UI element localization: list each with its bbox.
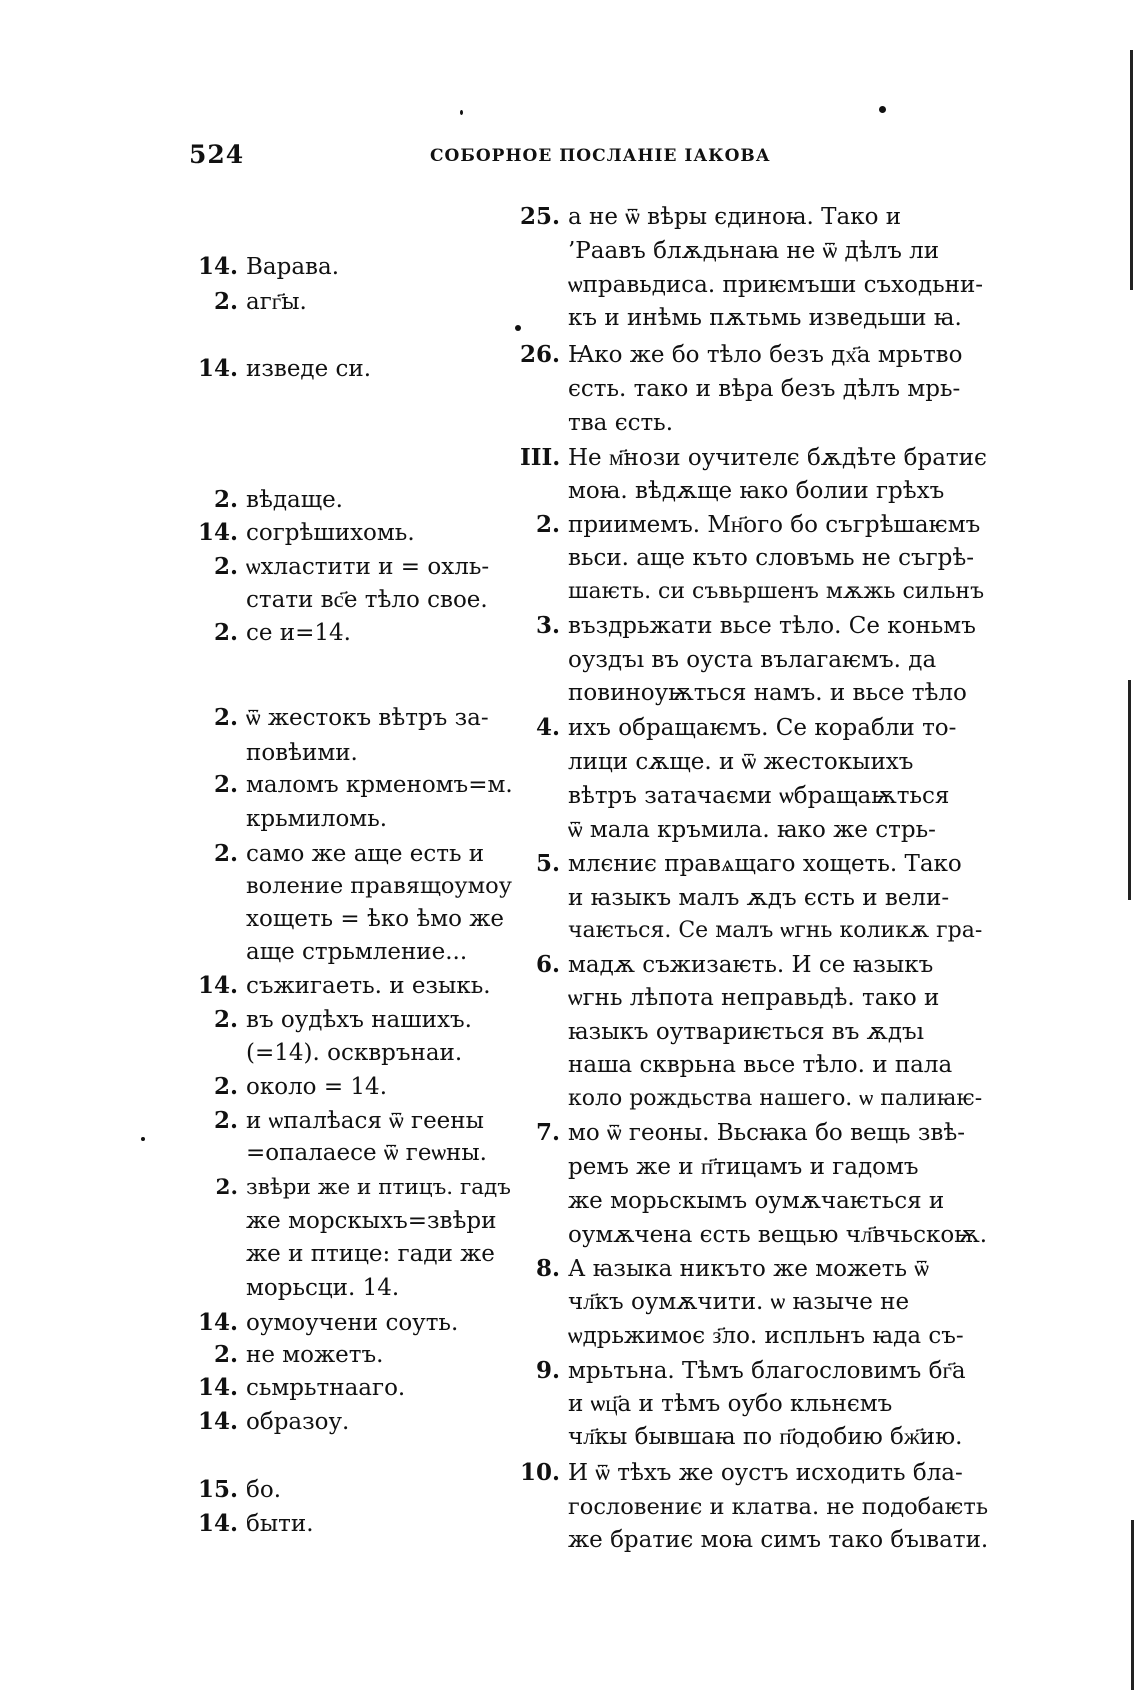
verse-text: чл҃кы бывшаꙗ по п҃одобию бж҃ию. <box>568 1424 963 1450</box>
reading-text: и ѡпалѣася ѿ геены <box>246 1108 484 1134</box>
text-line <box>520 881 990 915</box>
text-line <box>520 234 990 268</box>
variant-reading-line <box>190 1036 462 1070</box>
reading-text: крьмиломь. <box>246 806 388 832</box>
text-line <box>520 474 990 508</box>
verse-text: коло рождьства нашего. ѡ палиꙗѥ- <box>568 1086 983 1111</box>
text-line <box>520 338 990 372</box>
reading-number: 2. <box>213 1073 238 1100</box>
reading-number: 2. <box>213 840 238 867</box>
text-line <box>520 745 990 779</box>
reading-text: маломъ крменомъ=м. <box>246 772 513 798</box>
reading-number: 2. <box>213 486 238 513</box>
variant-reading-line <box>190 869 512 903</box>
print-speck <box>879 106 886 113</box>
reading-text: агг҃ы. <box>246 289 307 315</box>
variant-reading-line <box>190 1136 487 1170</box>
text-line <box>520 406 990 440</box>
verse-text: чаѥться. Се малъ ѡгнь коликѫ гра- <box>568 918 983 943</box>
reading-number: 2. <box>213 288 238 315</box>
verse-text: къ и инѣмь пѫтьмь изведьши ꙗ. <box>568 305 962 331</box>
verse-text: приимемъ. Мн҃ого бо съгрѣшаѥмъ <box>568 512 981 538</box>
variant-reading-line <box>190 1271 399 1305</box>
reading-number: 14. <box>197 519 238 546</box>
verse-text: ремъ же и п҃тицамъ и гадомъ <box>568 1154 919 1180</box>
verse-text: мрьтьна. Тѣмъ благословимъ бг҃а <box>568 1358 966 1384</box>
text-line <box>520 372 990 406</box>
verse-text: ѡправьдиса. приѥмъши съходьни- <box>568 272 984 298</box>
variant-reading-line <box>190 583 488 617</box>
reading-text: изведе си. <box>246 356 372 382</box>
verse-text: млєниє правѧщаго хощеть. Тако <box>568 851 962 877</box>
verse-number: 9. <box>535 1357 560 1384</box>
reading-number: 2. <box>213 704 238 731</box>
reading-text: се и=14. <box>246 620 351 646</box>
text-line <box>520 847 990 881</box>
verse-text: и ѡц҃а и тѣмъ оубо кльнємъ <box>568 1391 893 1417</box>
reading-text: стати вс҃е тѣло свое. <box>246 587 488 613</box>
verse-text: тва єсть. <box>568 410 674 436</box>
reading-text: ѡхластити и = охль- <box>246 554 490 580</box>
page-header <box>0 140 1140 174</box>
text-line <box>520 1319 990 1353</box>
text-line <box>520 268 990 302</box>
variant-reading-line <box>190 969 491 1003</box>
verse-number: 10. <box>520 1459 561 1486</box>
reading-text: аще стрьмление... <box>246 939 468 965</box>
reading-text: около = 14. <box>246 1074 387 1100</box>
reading-text: вѣдаще. <box>246 487 343 513</box>
variant-reading-line <box>190 837 484 871</box>
verse-text: ꙗзыкъ оутвариѥться въ ѫдъı <box>568 1019 924 1045</box>
reading-text: быти. <box>246 1511 314 1537</box>
page-number: 524 <box>189 140 245 169</box>
reading-number: 2. <box>213 771 238 798</box>
verse-text: А ꙗзыка никъто же можеть ѿ <box>568 1256 929 1282</box>
text-line <box>520 609 990 643</box>
text-line <box>520 1456 990 1490</box>
text-line <box>520 1082 990 1116</box>
text-line <box>520 1015 990 1049</box>
variant-reading-line <box>190 250 339 284</box>
text-line <box>520 1523 990 1557</box>
reading-text: ѿ жестокъ вѣтръ за- <box>246 705 489 731</box>
reading-text: же и птице: гади же <box>246 1241 495 1267</box>
text-line <box>520 676 990 710</box>
verse-text: въздрьжати вьсе тѣло. Се коньмъ <box>568 613 976 639</box>
reading-text: само же аще есть и <box>246 841 485 867</box>
reading-text: воление правящоумоу <box>246 873 512 899</box>
verse-number: 2. <box>535 511 560 538</box>
reading-text: не можетъ. <box>246 1342 384 1368</box>
verse-number: 7. <box>535 1119 560 1146</box>
reading-text: повѣими. <box>246 740 358 766</box>
verse-number: 4. <box>535 714 560 741</box>
verse-number: 25. <box>520 203 561 230</box>
variant-reading-line <box>190 1204 496 1238</box>
text-line <box>520 1252 990 1286</box>
text-line <box>520 1387 990 1421</box>
variant-reading-line <box>190 1171 511 1205</box>
verse-text: повиноуѭться намъ. и вьсе тѣло <box>568 680 967 706</box>
verse-text: вѣтръ затачаєми ѡбращаѭться <box>568 783 950 809</box>
running-title: СОБОРНОЕ ПОСЛАНІЕ ІАКОВА <box>430 146 771 166</box>
verse-text: ѡгнь лѣпота неправьдѣ. тако и <box>568 985 940 1011</box>
verse-text: же братиє моꙗ симъ тако бъıвати. <box>568 1527 989 1553</box>
verse-number: 8. <box>535 1255 560 1282</box>
variant-reading-line <box>190 616 351 650</box>
reading-number: 2. <box>213 553 238 580</box>
text-line <box>520 301 990 335</box>
scan-edge <box>1128 680 1131 900</box>
variant-reading-line <box>190 352 371 386</box>
reading-number: 14. <box>197 355 238 382</box>
reading-number: 2. <box>213 1006 238 1033</box>
reading-number: 14. <box>197 1309 238 1336</box>
reading-text: морьсци. 14. <box>246 1275 400 1301</box>
verse-text: єсть. тако и вѣра безъ дѣлъ мрь- <box>568 376 961 402</box>
verse-number: 26. <box>520 341 561 368</box>
reading-number: 14. <box>197 1408 238 1435</box>
text-line <box>520 1354 990 1388</box>
variant-reading-line <box>190 1003 472 1037</box>
text-line <box>520 914 990 948</box>
verse-text: лици сѫще. и ѿ жестокыихъ <box>568 749 914 775</box>
reading-text: =опалаесе ѿ геѡны. <box>246 1140 487 1166</box>
reading-number: 14. <box>197 1374 238 1401</box>
text-line <box>520 541 990 575</box>
verse-number: 6. <box>535 951 560 978</box>
text-line <box>520 779 990 813</box>
verse-text: же морьскымъ оумѫчаѥться и <box>568 1188 945 1214</box>
variant-reading-line <box>190 285 307 319</box>
verse-text: наша скврьна вьсе тѣло. и пала <box>568 1052 953 1078</box>
reading-number: 14. <box>197 972 238 999</box>
verse-text: ’Раавъ блѫдьнаꙗ не ѿ дѣлъ ли <box>568 238 940 264</box>
text-line <box>520 1048 990 1082</box>
variant-reading-line <box>190 736 358 770</box>
text-line <box>520 441 990 475</box>
text-line <box>520 1285 990 1319</box>
variant-reading-line <box>190 1306 458 1340</box>
reading-number: 14. <box>197 253 238 280</box>
reading-text: бо. <box>246 1477 282 1503</box>
variant-reading-line <box>190 768 513 802</box>
reading-text: въ оудѣхъ нашихъ. <box>246 1007 472 1033</box>
variant-reading-line <box>190 483 343 517</box>
verse-text: чл҃къ оумѫчити. ѡ ꙗзыче не <box>568 1289 910 1315</box>
variant-reading-line <box>190 935 467 969</box>
variant-reading-line <box>190 802 387 836</box>
verse-text: мо ѿ геоны. Вьсꙗка бо вещь звѣ- <box>568 1120 965 1146</box>
text-line <box>520 1184 990 1218</box>
verse-text: мадѫ съжизаѥть. И се ꙗзыкъ <box>568 952 934 978</box>
variant-reading-line <box>190 1473 281 1507</box>
text-line <box>520 200 990 234</box>
print-speck <box>460 110 463 115</box>
text-line <box>520 1490 990 1524</box>
reading-number: 2. <box>213 1107 238 1134</box>
reading-text: Варава. <box>246 254 340 280</box>
reading-text: согрѣшихомь. <box>246 520 415 546</box>
variant-reading-line <box>190 550 489 584</box>
verse-text: гословениє и клатва. не подобаѥть <box>568 1494 989 1520</box>
variant-reading-line <box>190 1371 405 1405</box>
verse-number: 5. <box>535 850 560 877</box>
reading-number: 2. <box>213 619 238 646</box>
variant-reading-line <box>190 1507 314 1541</box>
text-line <box>520 508 990 542</box>
scan-edge <box>1131 1520 1134 1690</box>
text-line <box>520 981 990 1015</box>
verse-text: оумѫчена єсть вещью чл҃вчьскоѭ. <box>568 1222 988 1248</box>
verse-number: 3. <box>535 612 560 639</box>
verse-text: вьси. аще къто словъмь не съгрѣ- <box>568 545 975 571</box>
verse-text: шаѥть. си съвьршенъ мѫжь сильнъ <box>568 579 985 604</box>
verse-text: ихъ обращаѥмъ. Се корабли то- <box>568 715 957 741</box>
reading-number: 14. <box>197 1510 238 1537</box>
verse-text: оуздъı въ оуста вълагаѥмъ. да <box>568 647 937 673</box>
variant-reading-line <box>190 701 489 735</box>
verse-text: И ѿ тѣхъ же оустъ исходить бла- <box>568 1460 963 1486</box>
variant-reading-line <box>190 516 415 550</box>
text-line <box>520 1150 990 1184</box>
text-line <box>520 1420 990 1454</box>
verse-text: ѡдрьжимоє з҃ло. испльнъ ꙗда съ- <box>568 1323 964 1349</box>
reading-text: (=14). оскврънаи. <box>246 1040 463 1066</box>
text-line <box>520 643 990 677</box>
reading-text: хощеть = ѣко ѣмо же <box>246 906 505 932</box>
reading-text: звѣри же и птицъ. гадъ <box>246 1175 511 1200</box>
reading-text: образоу. <box>246 1409 350 1435</box>
verse-text: и ꙗзыкъ малъ ѫдъ єсть и вели- <box>568 885 950 911</box>
variant-reading-line <box>190 1338 383 1372</box>
text-line <box>520 1218 990 1252</box>
variant-reading-line <box>190 1405 349 1439</box>
text-line <box>520 948 990 982</box>
reading-text: сьмрьтнааго. <box>246 1375 406 1401</box>
variant-reading-line <box>190 1070 387 1104</box>
variant-reading-line <box>190 1237 495 1271</box>
reading-number: 2. <box>215 1175 238 1200</box>
verse-text: а не ѿ вѣры єдиноꙗ. Тако и <box>568 204 902 230</box>
verse-number: III. <box>520 444 561 471</box>
text-line <box>520 711 990 745</box>
text-line <box>520 813 990 847</box>
reading-text: же морскыхъ=звѣри <box>246 1208 497 1234</box>
verse-text: ѿ мала кръмила. ꙗко же стрь- <box>568 817 936 843</box>
reading-text: оумоучени соуть. <box>246 1310 459 1336</box>
verse-text: Ꙗко же бо тѣло безъ дх҃а мрьтво <box>568 342 963 368</box>
reading-number: 15. <box>197 1476 238 1503</box>
print-speck <box>141 1137 145 1141</box>
reading-text: съжигаеть. и езыкь. <box>246 973 491 999</box>
reading-number: 2. <box>213 1341 238 1368</box>
variant-reading-line <box>190 902 504 936</box>
text-line <box>520 1116 990 1150</box>
verse-text: Не м҃нози оучителє бѫдѣте братиє <box>568 445 987 471</box>
variant-reading-line <box>190 1104 484 1138</box>
text-line <box>520 575 990 609</box>
verse-text: моꙗ. вѣдѫще ꙗко болии грѣхъ <box>568 478 945 504</box>
